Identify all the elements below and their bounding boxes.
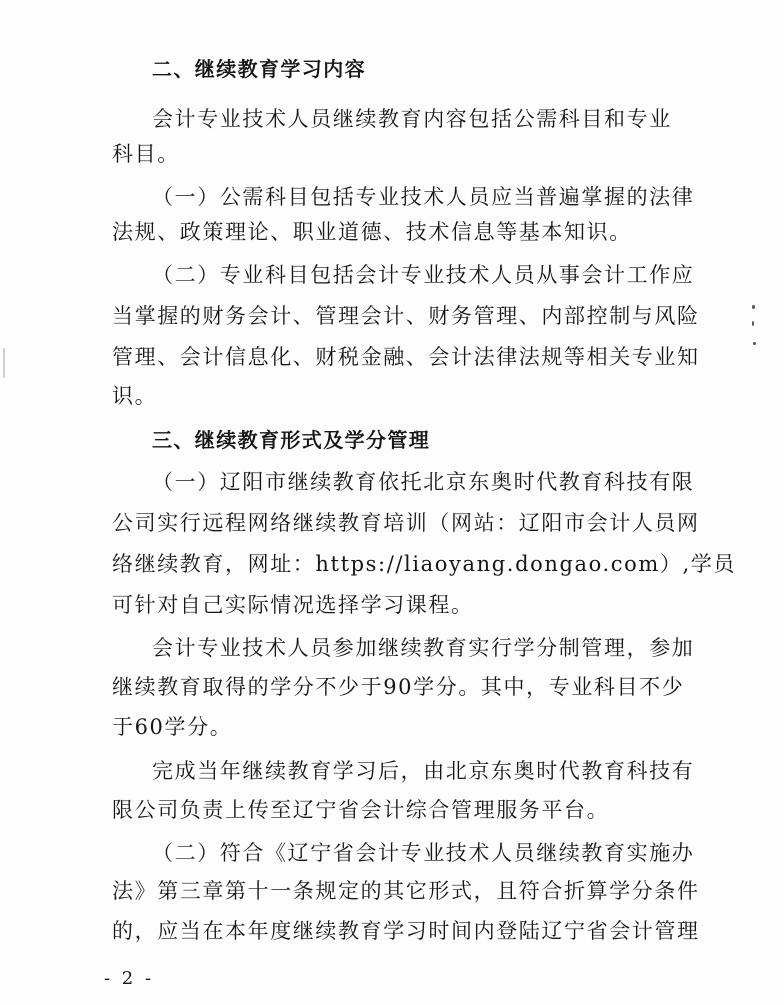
paragraph-line: 法规、政策理论、职业道德、技术信息等基本知识。 [112, 220, 632, 244]
paragraph-line: 限公司负责上传至辽宁省会计综合管理服务平台。 [112, 798, 610, 822]
paragraph-line: （一）辽阳市继续教育依托北京东奥时代教育科技有限 [152, 470, 695, 494]
paragraph-line: 识。 [112, 384, 158, 408]
paragraph-line: 法》第三章第十一条规定的其它形式，且符合折算学分条件 [112, 879, 700, 903]
paragraph-line: 会计专业技术人员参加继续教育实行学分制管理，参加 [152, 636, 695, 660]
paragraph-line: 管理、会计信息化、财税金融、会计法律法规等相关专业知 [112, 345, 700, 369]
section-heading-2: 二、继续教育学习内容 [152, 57, 366, 81]
scan-edge-mark [3, 348, 5, 378]
paragraph-line: 当掌握的财务会计、管理会计、财务管理、内部控制与风险 [112, 304, 700, 328]
paragraph-line: 可针对自己实际情况选择学习课程。 [112, 593, 474, 617]
paragraph-line: 的，应当在本年度继续教育学习时间内登陆辽宁省会计管理 [112, 919, 700, 943]
page-number: - 2 - [104, 968, 155, 989]
scan-speck [752, 305, 755, 309]
paragraph-line: （二）符合《辽宁省会计专业技术人员继续教育实施办 [152, 841, 695, 865]
scan-speck [753, 342, 756, 345]
paragraph-line: （二）专业科目包括会计专业技术人员从事会计工作应 [152, 263, 695, 287]
paragraph-line: （一）公需科目包括专业技术人员应当普遍掌握的法律 [152, 185, 695, 209]
paragraph-line: 继续教育取得的学分不少于90学分。其中，专业科目不少 [112, 675, 685, 699]
paragraph-line: 会计专业技术人员继续教育内容包括公需科目和专业 [152, 107, 672, 131]
paragraph-line: 公司实行远程网络继续教育培训（网站：辽阳市会计人员网 [112, 511, 700, 535]
paragraph-line: 完成当年继续教育学习后，由北京东奥时代教育科技有 [152, 759, 695, 783]
paragraph-line: 络继续教育，网址：https://liaoyang.dongao.com）,学员 [112, 552, 736, 576]
scan-speck [752, 321, 754, 326]
section-heading-3: 三、继续教育形式及学分管理 [152, 428, 431, 452]
paragraph-line: 于60学分。 [112, 715, 233, 739]
paragraph-line: 科目。 [112, 142, 180, 166]
